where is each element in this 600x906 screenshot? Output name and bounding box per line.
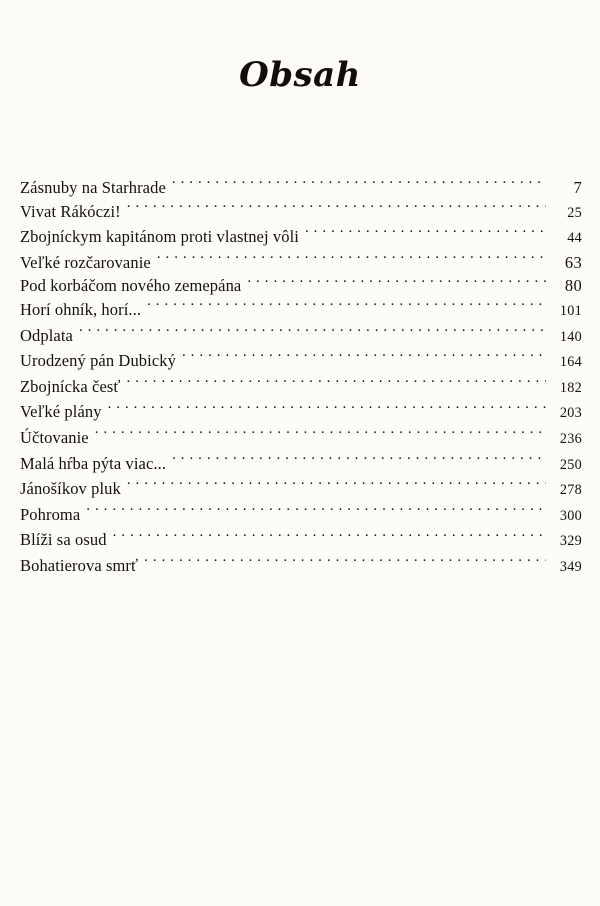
toc-entry-page-number: 349	[559, 558, 582, 575]
toc-entry-title: Vivat Rákóczi!	[20, 201, 121, 221]
toc-entry-page-number: 203	[559, 405, 582, 422]
dot-leader	[157, 251, 546, 268]
toc-entry-page-number: 278	[559, 482, 582, 499]
toc-entry-title: Pohroma	[20, 504, 81, 524]
dot-leader	[127, 200, 546, 217]
toc-entry-title: Pod korbáčom nového zemepána	[20, 276, 242, 296]
toc-entry-page-number: 164	[559, 354, 582, 371]
toc-entry[interactable]	[20, 176, 582, 200]
toc-entry[interactable]	[20, 528, 582, 554]
toc-entry-title: Odplata	[20, 325, 73, 345]
toc-entry[interactable]	[20, 426, 582, 452]
toc-entry[interactable]	[20, 452, 582, 478]
toc-entry[interactable]	[20, 225, 582, 251]
toc-entry-title: Zásnuby na Starhrade	[20, 178, 166, 197]
dot-leader	[86, 503, 546, 520]
toc-entry[interactable]	[20, 375, 582, 401]
toc-entry[interactable]	[20, 251, 582, 275]
toc-entry-page-number: 329	[559, 533, 582, 550]
toc-entry-title: Malá hŕba pýta viac...	[20, 453, 167, 473]
toc-entry[interactable]	[20, 200, 582, 226]
toc-entry-title: Urodzený pán Dubický	[20, 351, 176, 371]
toc-entry[interactable]	[20, 477, 582, 503]
dot-leader	[95, 426, 546, 443]
toc-entry-page-number: 250	[559, 456, 582, 473]
dot-leader	[127, 375, 546, 392]
dot-leader	[172, 452, 546, 469]
toc-entry[interactable]	[20, 324, 582, 350]
toc-entry[interactable]	[20, 554, 582, 580]
toc-entry-page-number: 80	[564, 276, 582, 296]
toc-entry-title: Jánošíkov pluk	[20, 479, 121, 499]
toc-entry-title: Bohatierova smrť	[20, 555, 139, 575]
dot-leader	[182, 350, 546, 367]
toc-entry[interactable]	[20, 349, 582, 375]
page-title: Obsah	[239, 55, 361, 95]
toc-entry-title: Blíži sa osud	[20, 530, 107, 550]
table-of-contents-list	[20, 176, 582, 580]
dot-leader	[147, 298, 546, 315]
toc-entry-page-number: 101	[559, 302, 582, 319]
dot-leader	[172, 177, 546, 194]
dot-leader	[144, 554, 546, 571]
dot-leader	[79, 324, 546, 341]
dot-leader	[247, 275, 546, 292]
dot-leader	[113, 529, 546, 546]
toc-entry[interactable]	[20, 503, 582, 529]
toc-entry-page-number: 182	[559, 379, 582, 396]
toc-entry[interactable]	[20, 298, 582, 324]
toc-entry-title: Veľké rozčarovanie	[20, 252, 151, 272]
toc-entry[interactable]	[20, 274, 582, 298]
toc-entry-page-number: 63	[564, 252, 582, 272]
toc-entry-page-number: 25	[567, 204, 582, 221]
dot-leader	[305, 226, 546, 243]
toc-entry-title: Zbojníckym kapitánom proti vlastnej vôli	[20, 227, 299, 247]
toc-entry-page-number: 7	[573, 178, 582, 197]
toc-entry-title: Horí ohník, horí...	[20, 299, 142, 319]
toc-entry-page-number: 44	[567, 230, 582, 247]
dot-leader	[108, 401, 546, 418]
toc-entry-title: Veľké plány	[20, 402, 102, 422]
toc-entry-page-number: 140	[559, 328, 582, 345]
dot-leader	[127, 478, 546, 495]
toc-entry-page-number: 300	[559, 507, 582, 524]
toc-entry[interactable]	[20, 400, 582, 426]
toc-entry-title: Účtovanie	[20, 427, 89, 447]
toc-entry-page-number: 236	[559, 430, 582, 447]
toc-entry-title: Zbojnícka česť	[20, 376, 121, 396]
